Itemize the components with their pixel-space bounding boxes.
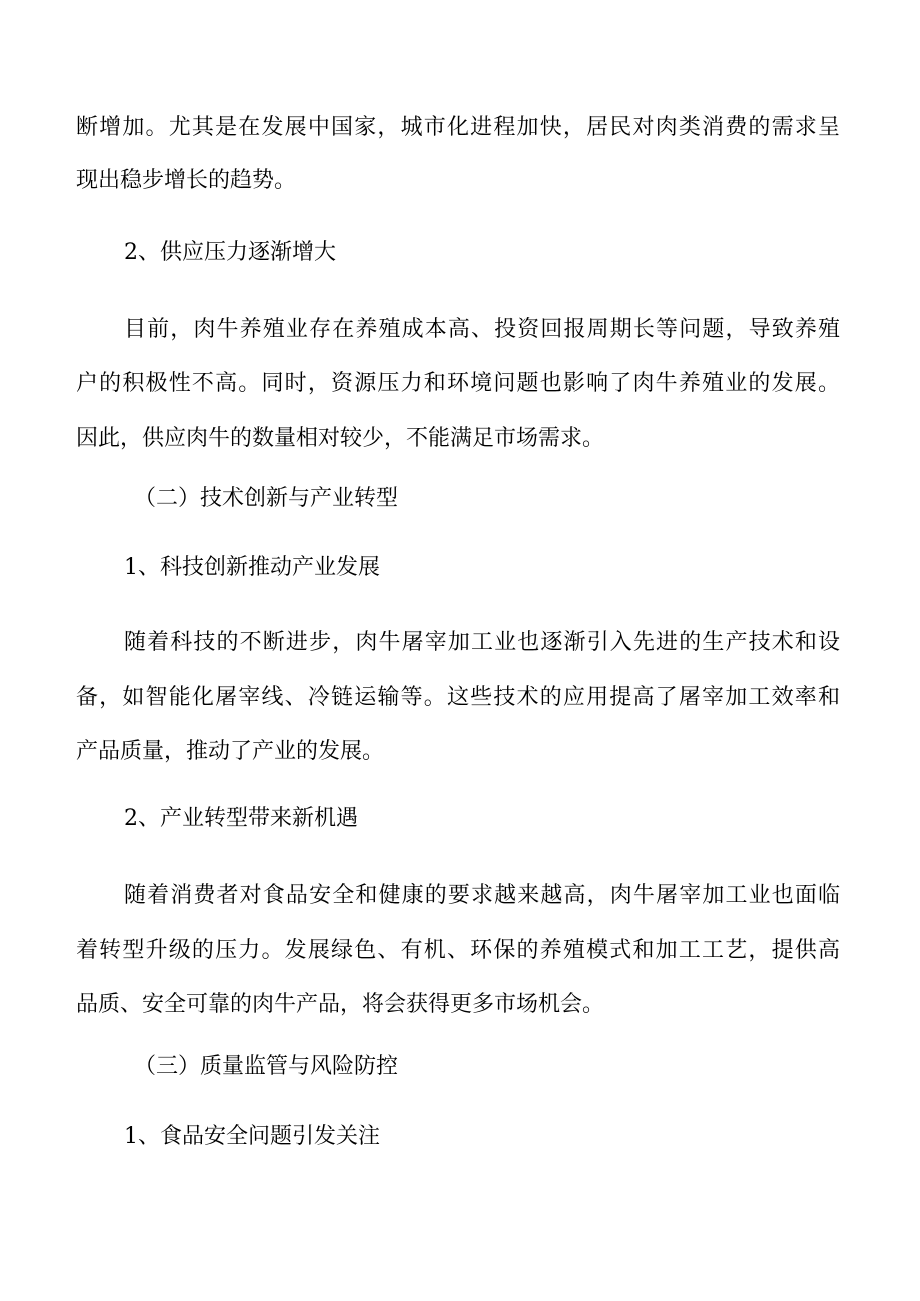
paragraph-line: 备，如智能化屠宰线、冷链运输等。这些技术的应用提高了屠宰加工效率和 (76, 685, 840, 710)
paragraph-line: 品质、安全可靠的肉牛产品，将会获得更多市场机会。 (76, 992, 605, 1017)
paragraph-line: 断增加。尤其是在发展中国家，城市化进程加快，居民对肉类消费的需求呈 (76, 115, 840, 140)
section-heading-tech-innovation: （二）技术创新与产业转型 (134, 486, 399, 511)
paragraph-line: 目前，肉牛养殖业存在养殖成本高、投资回报周期长等问题，导致养殖 (124, 317, 840, 342)
paragraph-line: 随着消费者对食品安全和健康的要求越来越高，肉牛屠宰加工业也面临 (124, 883, 840, 908)
subheading-transformation: 2、产业转型带来新机遇 (124, 806, 358, 831)
paragraph-line: 现出稳步增长的趋势。 (76, 168, 297, 193)
subheading-food-safety: 1、食品安全问题引发关注 (124, 1124, 380, 1149)
subheading-tech-drives-industry: 1、科技创新推动产业发展 (124, 555, 380, 580)
paragraph-line: 随着科技的不断进步，肉牛屠宰加工业也逐渐引入先进的生产技术和设 (124, 630, 840, 655)
paragraph-line: 因此，供应肉牛的数量相对较少，不能满足市场需求。 (76, 426, 605, 451)
subheading-supply-pressure: 2、供应压力逐渐增大 (124, 240, 336, 265)
paragraph-line: 户的积极性不高。同时，资源压力和环境问题也影响了肉牛养殖业的发展。 (76, 371, 840, 396)
section-heading-quality-supervision: （三）质量监管与风险防控 (134, 1054, 399, 1079)
paragraph-line: 产品质量，推动了产业的发展。 (76, 739, 385, 764)
paragraph-line: 着转型升级的压力。发展绿色、有机、环保的养殖模式和加工工艺，提供高 (76, 938, 840, 963)
